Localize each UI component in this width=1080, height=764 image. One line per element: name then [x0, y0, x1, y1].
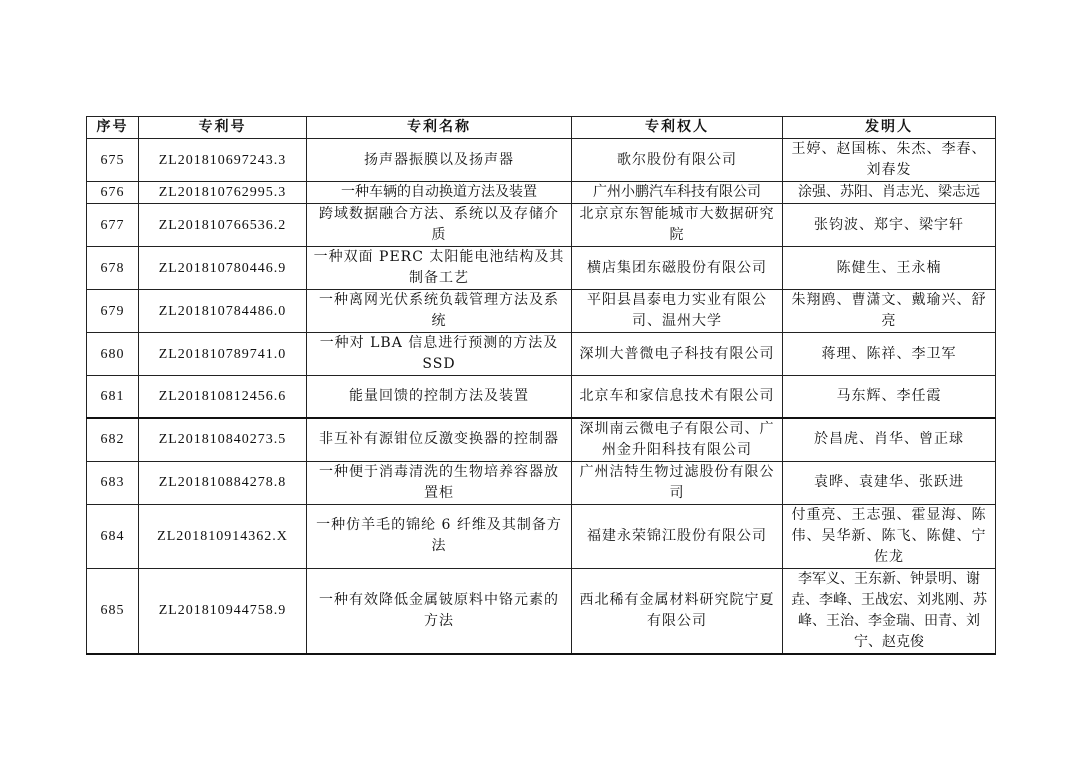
cell-inventors: 陈健生、王永楠 — [783, 247, 996, 290]
cell-inventors: 张钧波、郑宇、梁宇轩 — [783, 204, 996, 247]
header-patent-name: 专利名称 — [307, 117, 572, 139]
cell-patent-name: 一种对 LBA 信息进行预测的方法及 SSD — [307, 333, 572, 376]
table-row — [87, 461, 996, 504]
cell-patent-name: 一种仿羊毛的锦纶 6 纤维及其制备方法 — [307, 504, 572, 568]
cell-patent-no: ZL201810840273.5 — [139, 418, 307, 462]
cell-patent-no: ZL201810812456.6 — [139, 376, 307, 418]
header-holder: 专利权人 — [572, 117, 783, 139]
cell-patent-name: 能量回馈的控制方法及装置 — [307, 376, 572, 418]
cell-patent-name: 一种车辆的自动换道方法及装置 — [307, 182, 572, 204]
table-row — [87, 290, 996, 333]
cell-index: 681 — [87, 376, 139, 418]
cell-patent-name: 一种离网光伏系统负载管理方法及系统 — [307, 290, 572, 333]
cell-index: 685 — [87, 568, 139, 654]
cell-index: 676 — [87, 182, 139, 204]
cell-holder: 歌尔股份有限公司 — [572, 139, 783, 182]
table-row — [87, 376, 996, 418]
cell-holder: 北京车和家信息技术有限公司 — [572, 376, 783, 418]
table-row — [87, 418, 996, 462]
table-row — [87, 182, 996, 204]
table-row — [87, 568, 996, 654]
cell-index: 677 — [87, 204, 139, 247]
cell-inventors: 付重亮、王志强、霍显海、陈伟、吴华新、陈飞、陈健、宁佐龙 — [783, 504, 996, 568]
cell-index: 680 — [87, 333, 139, 376]
cell-holder: 深圳南云微电子有限公司、广州金升阳科技有限公司 — [572, 418, 783, 462]
cell-inventors: 朱翔鸥、曹潇文、戴瑜兴、舒亮 — [783, 290, 996, 333]
cell-index: 684 — [87, 504, 139, 568]
cell-patent-no: ZL201810697243.3 — [139, 139, 307, 182]
cell-patent-no: ZL201810914362.X — [139, 504, 307, 568]
table-row — [87, 504, 996, 568]
cell-patent-name: 一种有效降低金属铍原料中铬元素的方法 — [307, 568, 572, 654]
table-row — [87, 333, 996, 376]
cell-inventors: 袁晔、袁建华、张跃进 — [783, 461, 996, 504]
cell-inventors: 涂强、苏阳、肖志光、梁志远 — [783, 182, 996, 204]
cell-holder: 横店集团东磁股份有限公司 — [572, 247, 783, 290]
cell-patent-name: 一种双面 PERC 太阳能电池结构及其制备工艺 — [307, 247, 572, 290]
cell-patent-name: 非互补有源钳位反激变换器的控制器 — [307, 418, 572, 462]
cell-index: 675 — [87, 139, 139, 182]
cell-index: 679 — [87, 290, 139, 333]
cell-holder: 北京京东智能城市大数据研究院 — [572, 204, 783, 247]
cell-patent-name: 跨域数据融合方法、系统以及存储介质 — [307, 204, 572, 247]
header-patent-no: 专利号 — [139, 117, 307, 139]
header-inventors: 发明人 — [783, 117, 996, 139]
table-header-row — [87, 117, 996, 139]
cell-patent-no: ZL201810884278.8 — [139, 461, 307, 504]
cell-patent-no: ZL201810944758.9 — [139, 568, 307, 654]
cell-patent-name: 扬声器振膜以及扬声器 — [307, 139, 572, 182]
cell-inventors: 李军义、王东新、钟景明、谢垚、李峰、王战宏、刘兆刚、苏峰、王治、李金瑞、田青、刘宁、赵克俊 — [783, 568, 996, 654]
cell-holder: 平阳县昌泰电力实业有限公司、温州大学 — [572, 290, 783, 333]
cell-patent-no: ZL201810766536.2 — [139, 204, 307, 247]
table-row — [87, 204, 996, 247]
cell-inventors: 蒋理、陈祥、李卫军 — [783, 333, 996, 376]
cell-holder: 深圳大普微电子科技有限公司 — [572, 333, 783, 376]
cell-holder: 西北稀有金属材料研究院宁夏有限公司 — [572, 568, 783, 654]
cell-patent-no: ZL201810762995.3 — [139, 182, 307, 204]
cell-patent-no: ZL201810789741.0 — [139, 333, 307, 376]
cell-patent-no: ZL201810784486.0 — [139, 290, 307, 333]
cell-index: 678 — [87, 247, 139, 290]
header-index: 序号 — [87, 117, 139, 139]
cell-inventors: 王婷、赵国栋、朱杰、李春、刘春发 — [783, 139, 996, 182]
cell-patent-no: ZL201810780446.9 — [139, 247, 307, 290]
cell-holder: 广州小鹏汽车科技有限公司 — [572, 182, 783, 204]
cell-holder: 福建永荣锦江股份有限公司 — [572, 504, 783, 568]
cell-inventors: 於昌虎、肖华、曾正球 — [783, 418, 996, 462]
patent-table — [86, 116, 996, 655]
table-row — [87, 139, 996, 182]
cell-patent-name: 一种便于消毒清洗的生物培养容器放置柜 — [307, 461, 572, 504]
cell-holder: 广州洁特生物过滤股份有限公司 — [572, 461, 783, 504]
table-row — [87, 247, 996, 290]
cell-index: 682 — [87, 418, 139, 462]
cell-inventors: 马东辉、李任霞 — [783, 376, 996, 418]
cell-index: 683 — [87, 461, 139, 504]
